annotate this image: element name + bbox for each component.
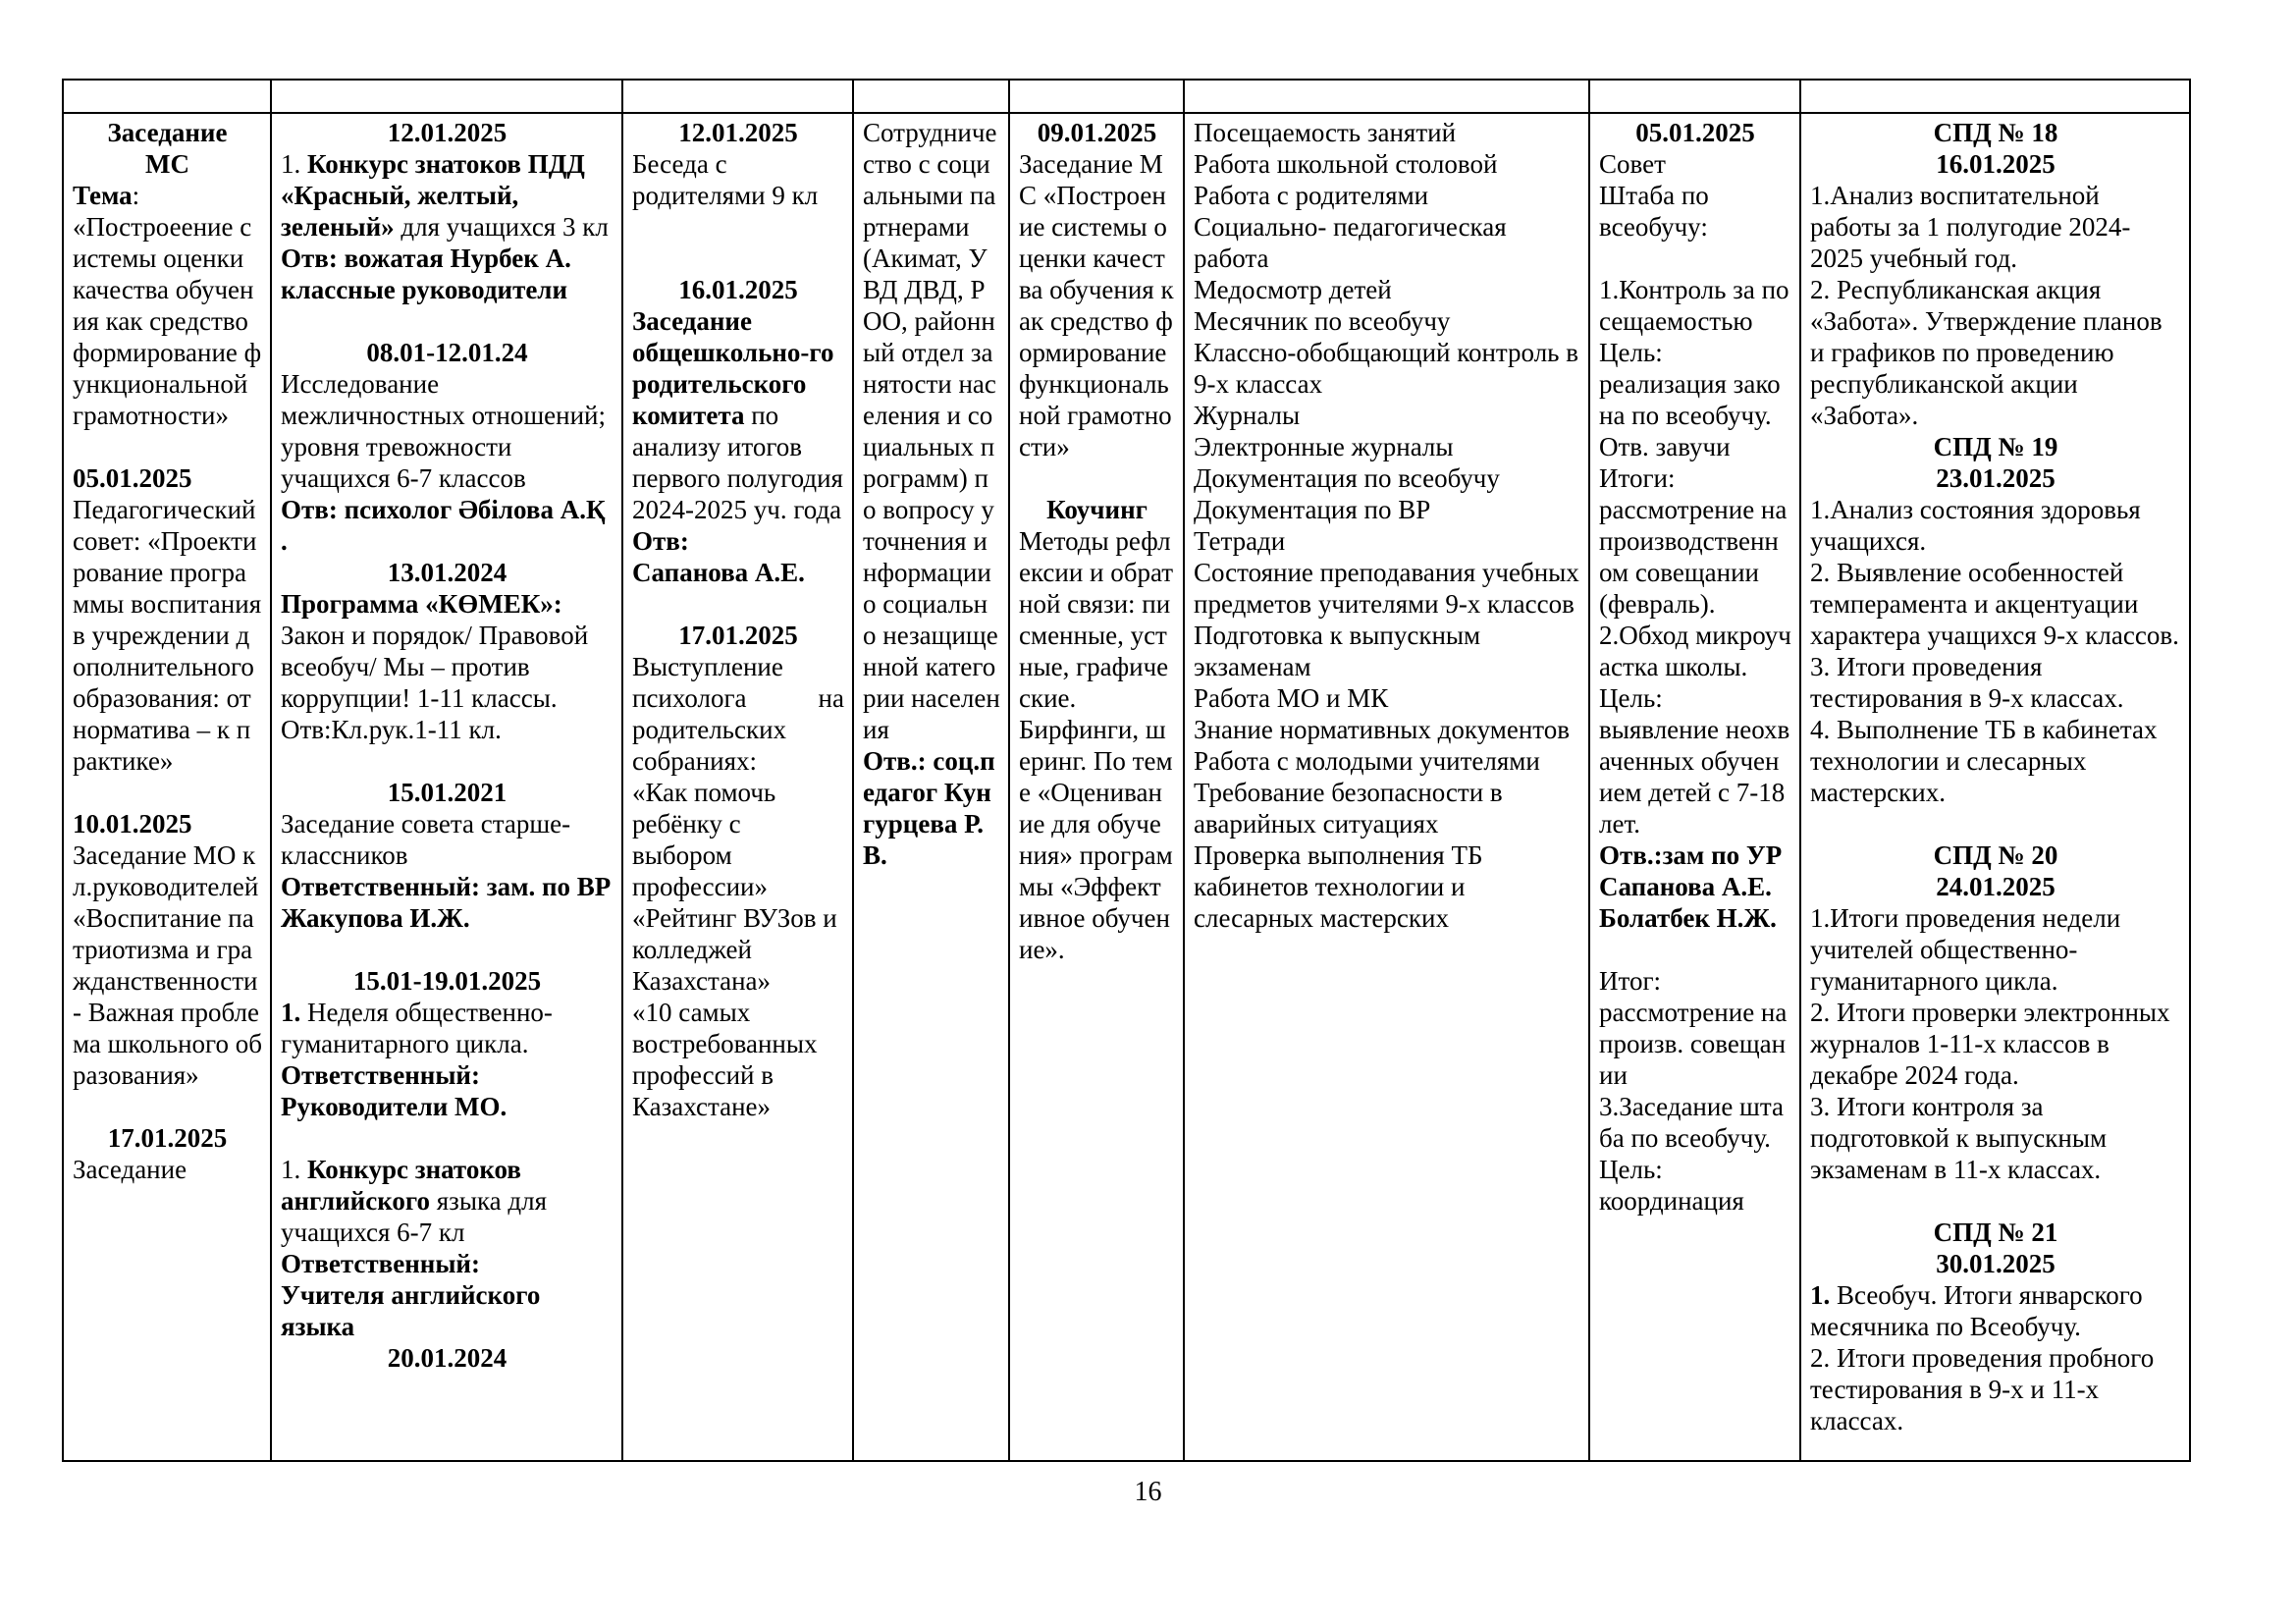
paragraph: Знание нормативных документов <box>1194 715 1570 744</box>
paragraph: Классно-обобщающий контроль в 9-х классах <box>1194 338 1578 399</box>
paragraph: Бирфинги, шеринг. По теме «Оценивание для обучения» программы «Эффективное обучение». <box>1019 715 1173 964</box>
paragraph: 23.01.2025 <box>1936 463 2056 493</box>
paragraph: 16.01.2025 <box>678 275 798 304</box>
paragraph <box>1810 1185 2181 1217</box>
paragraph: 05.01.2025 <box>73 463 192 493</box>
paragraph <box>281 934 614 965</box>
paragraph: «10 самых востребованных профессий в Казахстане» <box>632 998 818 1121</box>
paragraph: Отв: психолог Әбілова А.Қ . <box>281 495 606 556</box>
paragraph: СПД № 19 <box>1933 432 2058 461</box>
paragraph <box>632 588 844 620</box>
paragraph: рассмотрение на производственном совещании (февраль). <box>1599 495 1788 619</box>
paragraph: 1. Конкурс знатоков английского языка для учащихся 6-7 кл <box>281 1155 548 1247</box>
paragraph <box>73 431 262 462</box>
paragraph <box>281 745 614 777</box>
header-cell-4 <box>854 81 1010 112</box>
paragraph: 17.01.2025 <box>678 621 798 650</box>
paragraph: Электронные журналы <box>1194 432 1454 461</box>
paragraph: Штаба по <box>1599 181 1709 210</box>
paragraph <box>1599 934 1791 965</box>
paragraph: Отв:Кл.рук.1-11 кл. <box>281 715 502 744</box>
paragraph <box>1019 462 1175 494</box>
schedule-table <box>62 79 2191 1462</box>
paragraph: СПД № 21 <box>1933 1218 2058 1247</box>
paragraph: «Как помочь ребёнку с выбором профессии» <box>632 778 776 901</box>
paragraph: 17.01.2025 <box>107 1123 228 1153</box>
paragraph: 3. Итоги контроля за подготовкой к выпускным экзаменам в 11-х классах. <box>1810 1092 2108 1184</box>
paragraph: 1. Конкурс знатоков ПДД «Красный, желтый, зеленый» для учащихся 3 кл <box>281 149 609 242</box>
paragraph: 30.01.2025 <box>1936 1249 2056 1278</box>
paragraph: координация <box>1599 1186 1744 1216</box>
paragraph: 20.01.2024 <box>387 1343 507 1373</box>
paragraph: «Построеение системы оценки качества обучения как средство формирование функциональной грамотности» <box>73 212 262 430</box>
paragraph: Совет <box>1599 149 1666 179</box>
paragraph: 09.01.2025 <box>1037 118 1157 147</box>
paragraph: Заседание общешкольно-го родительского комитета по анализу итогов первого полугодия 2024-2025 уч. года <box>632 306 843 524</box>
header-cell-7 <box>1590 81 1801 112</box>
paragraph: Выступление психолога на родительских собраниях: <box>632 652 844 776</box>
paragraph: Ответственный: <box>281 1060 480 1090</box>
paragraph: 4. Выполнение ТБ в кабинетах технологии и слесарных мастерских. <box>1810 715 2158 807</box>
paragraph <box>73 777 262 808</box>
paragraph: Журналы <box>1194 401 1301 430</box>
paragraph: Работа школьной столовой <box>1194 149 1498 179</box>
paragraph: Педагогический совет: «Проектирование программы воспитания в учреждении дополнительного образования: от норматива – к практике» <box>73 495 262 776</box>
paragraph: классные руководители <box>281 275 568 304</box>
paragraph: Работа МО и МК <box>1194 683 1389 713</box>
table-cell-1 <box>64 114 272 1460</box>
paragraph: Коучинг <box>1046 495 1148 524</box>
table-header-row <box>64 81 2189 114</box>
paragraph: 2. Выявление особенностей темперамента и акцентуации характера учащихся 9-х классов. <box>1810 558 2179 650</box>
paragraph: 15.01-19.01.2025 <box>352 966 542 996</box>
paragraph <box>73 1091 262 1122</box>
paragraph: Заседание <box>73 1155 187 1184</box>
paragraph: уровня тревожности учащихся 6-7 классов <box>281 432 526 493</box>
paragraph: Итог: <box>1599 966 1662 996</box>
paragraph <box>1599 243 1791 274</box>
paragraph: 1. Неделя общественно-гуманитарного цикла. <box>281 998 553 1058</box>
paragraph: Отв: вожатая Нурбек А. <box>281 244 571 273</box>
paragraph: рассмотрение на произв. совещании <box>1599 998 1788 1090</box>
paragraph <box>1810 808 2181 839</box>
page-number: 16 <box>1134 1477 1162 1507</box>
paragraph: «Рейтинг ВУЗов и колледжей Казахстана» <box>632 903 837 996</box>
paragraph: выявление неохваченных обучением детей с 7-18 лет. <box>1599 715 1790 839</box>
paragraph: 1. Всеобуч. Итоги январского месячника по Всеобучу. <box>1810 1280 2143 1341</box>
paragraph: 1.Анализ состояния здоровья учащихся. <box>1810 495 2141 556</box>
paragraph: Медосмотр детей <box>1194 275 1392 304</box>
paragraph: 1.Итоги проведения недели учителей общественно-гуманитарного цикла. <box>1810 903 2121 996</box>
paragraph: Подготовка к выпускным экзаменам <box>1194 621 1481 681</box>
paragraph <box>632 211 844 243</box>
paragraph: Проверка выполнения ТБ кабинетов технологии и слесарных мастерских <box>1194 840 1483 933</box>
paragraph: 2. Республиканская акция «Забота». Утверждение планов и графиков по проведению республиканской акции «Забота». <box>1810 275 2163 430</box>
paragraph: Отв.: соц.педагог Кунгурцева Р. В. <box>863 746 995 870</box>
paragraph: 12.01.2025 <box>678 118 798 147</box>
paragraph: Заседание МС «Построение системы оценки качества обучения как средство формирование функциональной грамотности» <box>1019 149 1174 461</box>
paragraph: Тетради <box>1194 526 1286 556</box>
paragraph: 16.01.2025 <box>1936 149 2056 179</box>
table-cell-3 <box>623 114 854 1460</box>
paragraph: Отв. завучи <box>1599 432 1731 461</box>
header-cell-1 <box>64 81 272 112</box>
paragraph: Учителя английского языка <box>281 1280 541 1341</box>
paragraph: Цель: <box>1599 683 1663 713</box>
paragraph: 15.01.2021 <box>387 778 507 807</box>
paragraph <box>281 1122 614 1154</box>
paragraph: Ответственный: зам. по ВР <box>281 872 612 901</box>
paragraph: Жакупова И.Ж. <box>281 903 470 933</box>
paragraph: Работа с родителями <box>1194 181 1429 210</box>
paragraph: 13.01.2024 <box>387 558 507 587</box>
paragraph: Посещаемость занятий <box>1194 118 1457 147</box>
paragraph: Итоги: <box>1599 463 1676 493</box>
table-cell-2 <box>272 114 623 1460</box>
paragraph: 2.Обход микроучастка школы. <box>1599 621 1791 681</box>
paragraph: Заседание <box>107 118 228 147</box>
paragraph: 12.01.2025 <box>387 118 507 147</box>
table-cell-4 <box>854 114 1010 1460</box>
paragraph: Руководители МО. <box>281 1092 507 1121</box>
table-cell-5 <box>1010 114 1185 1460</box>
table-cell-7 <box>1590 114 1801 1460</box>
paragraph: Программа «КӨМЕК»: <box>281 589 562 619</box>
paragraph: 08.01-12.01.24 <box>366 338 528 367</box>
paragraph: 1.Анализ воспитательной работы за 1 полугодие 2024-2025 учебный год. <box>1810 181 2131 273</box>
paragraph: Отв.:зам по УР Сапанова А.Е. <box>1599 840 1783 901</box>
paragraph: Заседание совета старше-классников <box>281 809 571 870</box>
paragraph: Тема: <box>73 181 140 210</box>
paragraph: Отв: <box>632 526 689 556</box>
header-cell-3 <box>623 81 854 112</box>
paragraph: 05.01.2025 <box>1635 118 1755 147</box>
paragraph: Исследование межличностных отношений; <box>281 369 606 430</box>
paragraph: Сотрудничество с социальными партнерами (Акимат, УВД ДВД, РОО, районный отдел занятости населения и социальных программ) по вопросу уточнения информации о социально незащищенной категории населения <box>863 118 1000 744</box>
paragraph: Цель: <box>1599 1155 1663 1184</box>
paragraph: Методы рефлексии и обратной связи: писменные, устные, графические. <box>1019 526 1174 713</box>
table-cell-6 <box>1185 114 1590 1460</box>
paragraph: Болатбек Н.Ж. <box>1599 903 1777 933</box>
paragraph: Закон и порядок/ Правовой всеобуч/ Мы – против коррупции! 1-11 классы. <box>281 621 589 713</box>
paragraph: Работа с молодыми учителями <box>1194 746 1540 776</box>
paragraph: СПД № 20 <box>1933 840 2058 870</box>
paragraph: 24.01.2025 <box>1936 872 2056 901</box>
paragraph: 1.Контроль за посещаемостью <box>1599 275 1789 336</box>
header-cell-2 <box>272 81 623 112</box>
paragraph: 2. Итоги проверки электронных журналов 1-11-х классов в декабре 2024 года. <box>1810 998 2170 1090</box>
header-cell-5 <box>1010 81 1185 112</box>
table-content-row <box>64 114 2189 1460</box>
paragraph: Цель: <box>1599 338 1663 367</box>
paragraph: Состояние преподавания учебных предметов учителями 9-х классов <box>1194 558 1579 619</box>
paragraph <box>281 305 614 337</box>
paragraph: 3.Заседание штаба по всеобучу. <box>1599 1092 1784 1153</box>
paragraph: Ответственный: <box>281 1249 480 1278</box>
paragraph: Сапанова А.Е. <box>632 558 805 587</box>
paragraph: Требование безопасности в аварийных ситуациях <box>1194 778 1503 839</box>
paragraph: МС <box>145 149 189 179</box>
paragraph: СПД № 18 <box>1933 118 2058 147</box>
paragraph: Документация по ВР <box>1194 495 1431 524</box>
paragraph: 10.01.2025 <box>73 809 192 839</box>
paragraph: Документация по всеобучу <box>1194 463 1500 493</box>
paragraph: всеобучу: <box>1599 212 1708 242</box>
paragraph: 3. Итоги проведения тестирования в 9-х классах. <box>1810 652 2124 713</box>
paragraph: 2. Итоги проведения пробного тестирования в 9-х и 11-х классах. <box>1810 1343 2155 1435</box>
table-cell-8 <box>1801 114 2189 1460</box>
paragraph: Месячник по всеобучу <box>1194 306 1451 336</box>
paragraph: реализация закона по всеобучу. <box>1599 369 1781 430</box>
paragraph <box>632 243 844 274</box>
paragraph: Социально- педагогическая работа <box>1194 212 1507 273</box>
paragraph: Заседание МО кл.руководителей «Воспитание патриотизма и гражданственности- Важная проблема школьного образования» <box>73 840 262 1090</box>
paragraph: Беседа с родителями 9 кл <box>632 149 819 210</box>
header-cell-8 <box>1801 81 2189 112</box>
header-cell-6 <box>1185 81 1590 112</box>
